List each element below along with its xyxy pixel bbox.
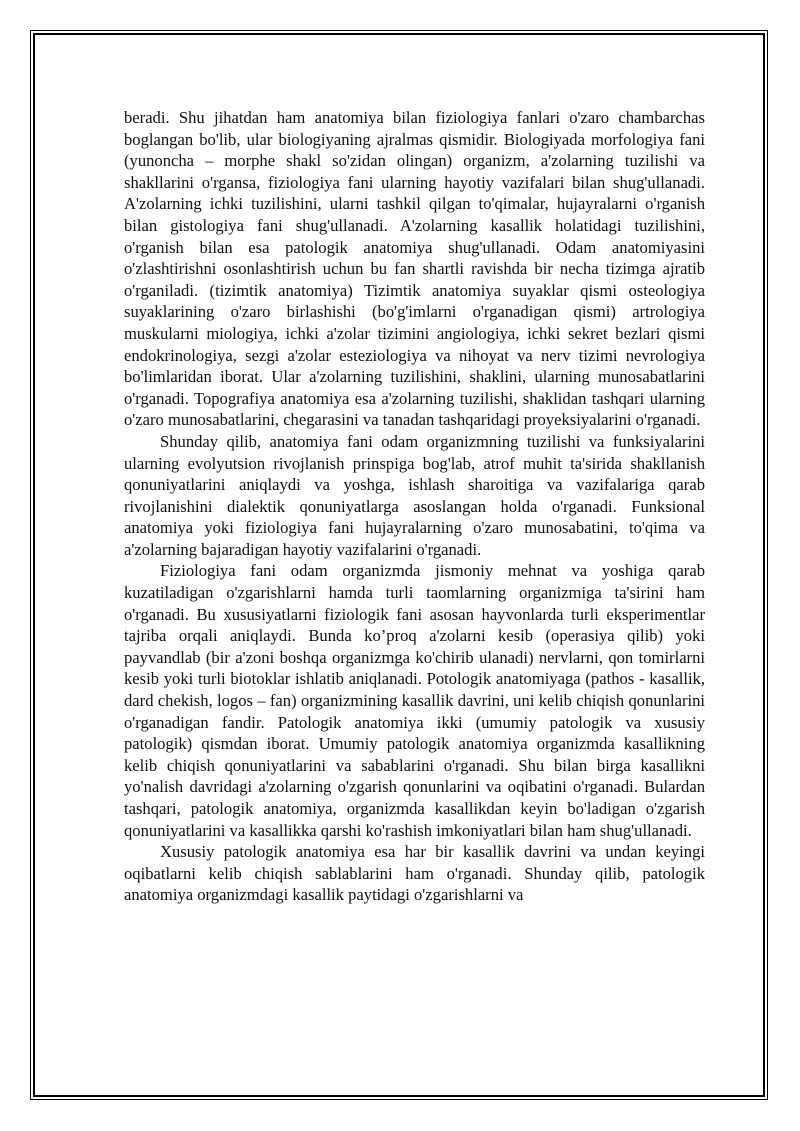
paragraph-3: Fiziologiya fani odam organizmda jismoniy mehnat va yoshiga qarab kuzatiladigan o'zgarishlarni hamda turli taomlarning organizmiga ta'sirini ham o'rganadi. Bu xususiyatlarni fiziologik fani asosan hayvonlarda turli eksperimentlar tajriba orqali aniqlaydi. Bunda ko’proq a'zolarni kesib (operasiya qilib) yoki payvandlab (bir a'zoni boshqa organizmga ko'chirib ulanadi) nervlarni, qon tomirlarni kesib yoki turli biotoklar ishlatib aniqlanadi. Potologik anatomiyaga (pathos - kasallik, dard chekish, logos – fan) organizmining kasallik davrini, uni kelib chiqish qonunlarini o'rganadigan fandir. Patologik anatomiya ikki (umumiy patologik va xususiy patologik) qismdan iborat. Umumiy patologik anatomiya organizmda kasallikning kelib chiqish qonuniyatlarini va sabablarini o'rganadi. Shu bilan birga kasallikni yo'nalish davridagi a'zolarning o'zgarish qonunlarini va oqibatini o'rganadi. Bulardan tashqari, patologik anatomiya, organizmda kasallikdan keyin bo'ladigan o'zgarish qonuniyatlarini va kasallikka qarshi ko'rashish imkoniyatlari bilan ham shug'ullanadi. xyxy=(124,561,705,840)
paragraph-1: beradi. Shu jihatdan ham anatomiya bilan fiziologiya fanlari o'zaro chambarchas boglangan bo'lib, ular biologiyaning ajralmas qismidir. Biologiyada morfologiya fani (yunoncha – morphe shakl so'zidan olingan) organizm, a'zolarning tuzilishi va shakllarini o'rgansa, fiziologiya fani ularning hayotiy vazifalari bilan shug'ullanadi. A'zolarning ichki tuzilishini, ularni tashkil qilgan to'qimalar, hujayralarni o'rganish bilan gistologiya fani shug'ullanadi. A'zolarning kasallik holatidagi tuzilishini, o'rganish bilan esa patologik anatomiya shug'ullanadi. Odam anatomiyasini o'zlashtirishni osonlashtirish uchun bu fan shartli ravishda bir necha tizimga ajratib o'rganiladi. (tizimtik anatomiya) Tizimtik anatomiya suyaklar qismi osteologiya suyaklarining o'zaro birlashishi (bo'g'imlarni o'rganadigan qismi) artrologiya muskularni miologiya, ichki a'zolar tizimini angiologiya, ichki sekret bezlari qismi endokrinologiya, sezgi a'zolar esteziologiya va nihoyat va nerv tizimi nevrologiya bo'limlaridan iborat. Ular a'zolarning tuzilishini, shaklini, ularning munosabatlarini o'rganadi. Topografiya anatomiya esa a'zolarning tuzilishi, shaklidan tashqari ularning o'zaro munosabatlarini, chegarasini va tanadan tashqaridagi proyeksiyalarini o'rganadi. xyxy=(124,108,705,430)
paragraph-4: Xususiy patologik anatomiya esa har bir kasallik davrini va undan keyingi oqibatlarni kelib chiqish sablablarini ham o'rganadi. Shunday qilib, patologik anatomiya organizmdagi kasallik paytidagi o'zgarishlarni va xyxy=(124,842,705,905)
document-body xyxy=(124,107,705,906)
paragraph-2: Shunday qilib, anatomiya fani odam organizmning tuzilishi va funksiyalarini ularning evolyutsion rivojlanish prinspiga bog'lab, atrof muhit ta'sirida shakllanish qonuniyatlarini aniqlaydi va yoshga, ishlash sharoitiga va vazifalariga qarab rivojlanishini dialektik qonuniyatlarga asoslangan holda o'rganadi. Funksional anatomiya yoki fiziologiya fani hujayralarning o'zaro munosabatini, to'qima va a'zolarning bajaradigan hayotiy vazifalarini o'rganadi. xyxy=(124,431,705,559)
